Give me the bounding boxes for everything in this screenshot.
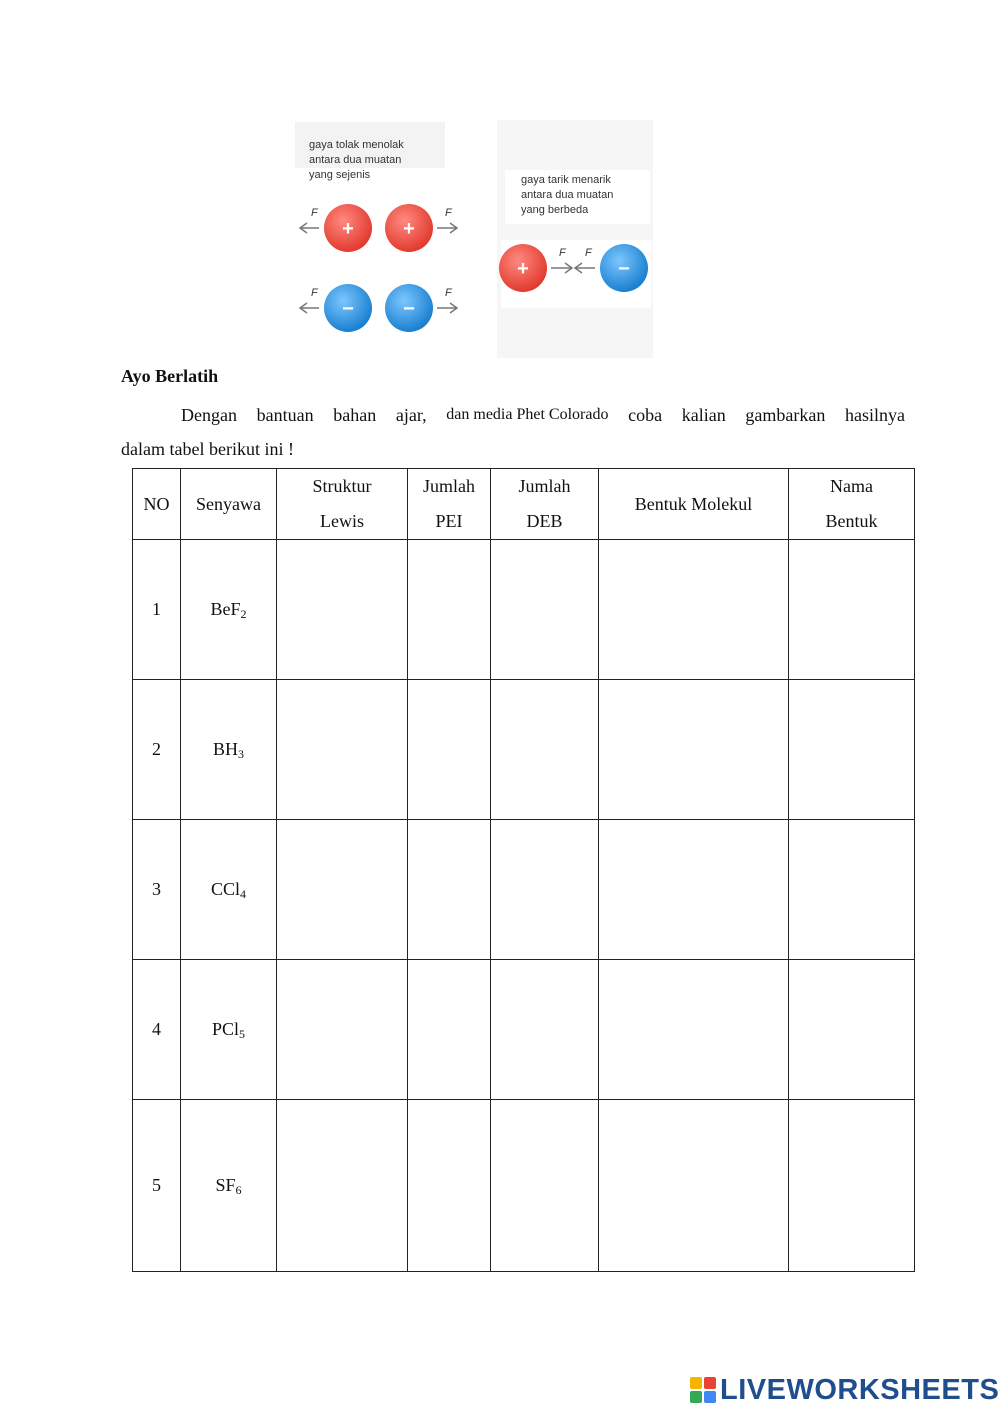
table-header-row	[133, 469, 915, 540]
right-panel-bg	[497, 120, 653, 358]
row-number: 5	[133, 1100, 181, 1272]
answer-cell-deb[interactable]	[491, 960, 599, 1100]
table-row	[133, 1100, 915, 1272]
answer-cell-bentuk[interactable]	[599, 540, 789, 680]
charge-diagram	[295, 120, 655, 358]
liveworksheets-logo	[690, 1374, 999, 1406]
liveworksheets-logo-icon	[690, 1377, 716, 1403]
arrow-right-icon	[437, 303, 457, 313]
header-bentuk-molekul: Bentuk Molekul	[599, 469, 789, 540]
table-row	[133, 960, 915, 1100]
word: ajar,	[395, 405, 427, 425]
answer-cell-pei[interactable]	[408, 1100, 491, 1272]
plus-sign: +	[342, 218, 354, 240]
compound-formula: PCl$_5$	[181, 960, 277, 1100]
word: gambarkan	[745, 405, 826, 425]
answer-cell-bentuk[interactable]	[599, 820, 789, 960]
header-struktur-lewis: Struktur Lewis	[277, 469, 408, 540]
arrow-left-icon	[300, 223, 319, 233]
table-row	[133, 680, 915, 820]
force-label-icon: F	[445, 287, 452, 299]
answer-cell-nama[interactable]	[789, 680, 915, 820]
header-jumlah-deb: Jumlah DEB	[491, 469, 599, 540]
repel-positive-row	[300, 204, 457, 252]
instruction-line-2: dalam tabel berikut ini !	[121, 439, 294, 459]
header-nama-bentuk: Nama Bentuk	[789, 469, 915, 540]
answer-cell-lewis[interactable]	[277, 820, 408, 960]
answer-cell-nama[interactable]	[789, 820, 915, 960]
section-heading: Ayo Berlatih	[121, 366, 219, 386]
right-caption-line3: yang berbeda	[521, 204, 589, 216]
answer-cell-deb[interactable]	[491, 540, 599, 680]
force-label-icon: F	[311, 287, 318, 299]
answer-cell-deb[interactable]	[491, 1100, 599, 1272]
minus-sign: −	[618, 258, 630, 280]
answer-cell-nama[interactable]	[789, 540, 915, 680]
word: coba	[628, 405, 663, 425]
instruction-line-1	[121, 398, 905, 432]
row-number: 3	[133, 820, 181, 960]
charge-force-figure	[295, 120, 655, 358]
left-caption-line1: gaya tolak menolak	[309, 139, 404, 151]
worksheet-table	[132, 468, 915, 1272]
answer-cell-nama[interactable]	[789, 1100, 915, 1272]
compound-formula: BeF$_2$	[181, 540, 277, 680]
answer-cell-lewis[interactable]	[277, 540, 408, 680]
row-number: 1	[133, 540, 181, 680]
liveworksheets-wordmark: LIVEWORKSHEETS	[720, 1373, 1000, 1406]
repel-negative-row	[300, 284, 457, 332]
plus-sign: +	[517, 258, 529, 280]
header-senyawa: Senyawa	[181, 469, 277, 540]
answer-cell-bentuk[interactable]	[599, 960, 789, 1100]
instruction-paragraph	[121, 398, 905, 466]
answer-cell-pei[interactable]	[408, 540, 491, 680]
answer-cell-deb[interactable]	[491, 680, 599, 820]
table-row	[133, 820, 915, 960]
word: Dengan	[181, 405, 237, 425]
word: kalian	[681, 405, 726, 425]
right-caption-line1: gaya tarik menarik	[521, 174, 611, 186]
answer-cell-pei[interactable]	[408, 820, 491, 960]
word-phrase: dan media Phet Colorado	[446, 406, 609, 423]
left-caption-line2: antara dua muatan	[309, 154, 402, 166]
force-label-icon: F	[311, 207, 318, 219]
compound-formula: CCl$_4$	[181, 820, 277, 960]
row-number: 2	[133, 680, 181, 820]
answer-cell-deb[interactable]	[491, 820, 599, 960]
row-number: 4	[133, 960, 181, 1100]
compound-formula: $SF_6$	[181, 1100, 277, 1272]
plus-sign: +	[403, 218, 415, 240]
table-row	[133, 540, 915, 680]
header-jumlah-pei: Jumlah PEI	[408, 469, 491, 540]
word: hasilnya	[844, 405, 905, 425]
answer-cell-lewis[interactable]	[277, 960, 408, 1100]
minus-sign: −	[403, 298, 415, 320]
force-label-icon: F	[445, 207, 452, 219]
right-caption-line2: antara dua muatan	[521, 189, 614, 201]
word: bahan	[333, 405, 377, 425]
left-caption-line3: yang sejenis	[309, 169, 371, 181]
arrow-left-icon	[300, 303, 319, 313]
arrow-right-icon	[437, 223, 457, 233]
answer-cell-bentuk[interactable]	[599, 680, 789, 820]
answer-cell-lewis[interactable]	[277, 680, 408, 820]
answer-cell-nama[interactable]	[789, 960, 915, 1100]
answer-cell-bentuk[interactable]	[599, 1100, 789, 1272]
answer-cell-lewis[interactable]	[277, 1100, 408, 1272]
answer-cell-pei[interactable]	[408, 960, 491, 1100]
force-label-icon: F	[559, 247, 566, 259]
compound-formula: $BH_3$	[181, 680, 277, 820]
force-label-icon: F	[585, 247, 592, 259]
word: bantuan	[256, 405, 314, 425]
minus-sign: −	[342, 298, 354, 320]
answer-cell-pei[interactable]	[408, 680, 491, 820]
header-no: NO	[133, 469, 181, 540]
